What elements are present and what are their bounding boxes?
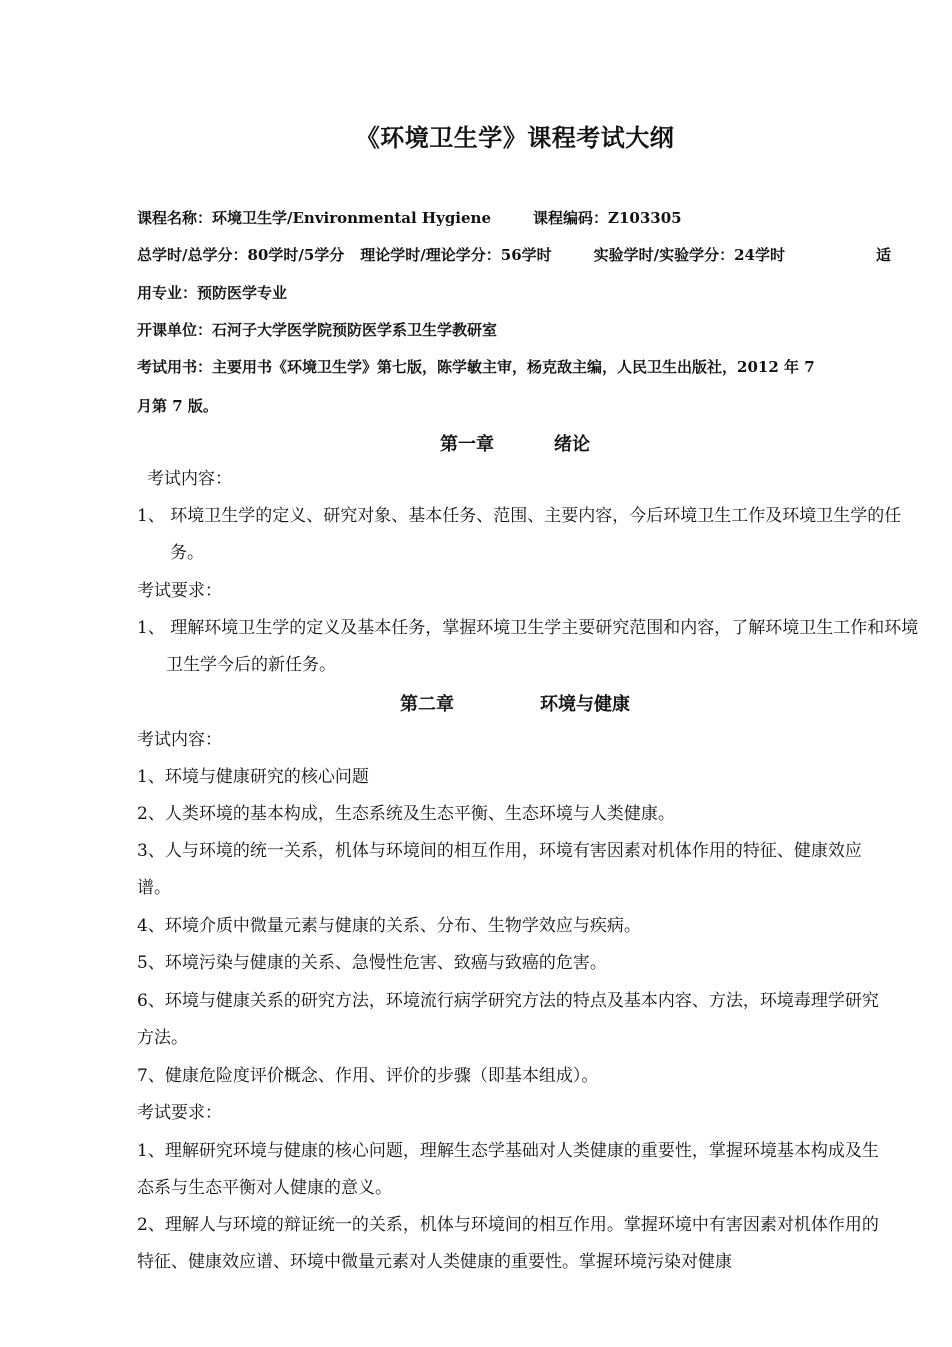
course-code: 课程编码：Z103305	[533, 209, 682, 227]
hours-total: 总学时/总学分：80学时/5学分	[137, 246, 345, 264]
ch2-content-item-1: 1、环境与健康研究的核心问题	[137, 767, 369, 787]
ch2-req-item-2: 2、理解人与环境的辩证统一的关系，机体与环境间的相互作用。掌握环境中有害因素对机体作用的特征、健康效应谱、环境中微量元素对人类健康的重要性。掌握环境污染对健康	[137, 1215, 879, 1272]
ch1-content-label: 考试内容：	[147, 469, 232, 489]
textbook-line-2: 月第 7 版。	[137, 397, 218, 415]
dept-line: 开课单位：石河子大学医学院预防医学系卫生学教研室	[137, 321, 498, 339]
chapter-1-name: 绪论	[554, 434, 590, 455]
hours-theory: 理论学时/理论学分：56学时	[360, 246, 552, 264]
major-suffix: 适	[875, 246, 891, 264]
ch2-content-label: 考试内容：	[137, 730, 222, 750]
major-line: 用专业：预防医学专业	[137, 284, 288, 302]
ch2-content-item-7: 7、健康危险度评价概念、作用、评价的步骤（即基本组成）。	[137, 1066, 599, 1086]
ch1-req-item: 1、 理解环境卫生学的定义及基本任务，掌握环境卫生学主要研究范围和内容，了解环境卫生工作和环境卫生学今后的新任务。	[137, 618, 919, 675]
ch2-content-item-2: 2、人类环境的基本构成，生态系统及生态平衡、生态环境与人类健康。	[137, 804, 675, 824]
ch2-content-item-3: 3、人与环境的统一关系，机体与环境间的相互作用，环境有害因素对机体作用的特征、健康效应谱。	[137, 841, 862, 898]
ch2-content-item-4: 4、环境介质中微量元素与健康的关系、分布、生物学效应与疾病。	[137, 916, 641, 936]
chapter-2-heading	[0, 690, 952, 716]
course-info-line	[137, 207, 891, 228]
ch1-content-item: 1、 环境卫生学的定义、研究对象、基本任务、范围、主要内容，今后环境卫生工作及环境卫生学的任务。	[137, 506, 902, 563]
textbook-line-1: 考试用书：主要用书《环境卫生学》第七版，陈学敏主审，杨克敌主编，人民卫生出版社，2012 年 7	[137, 358, 815, 376]
chapter-2-number: 第二章	[400, 694, 454, 715]
hours-lab: 实验学时/实验学分：24学时	[593, 246, 785, 264]
document-title: 《环境卫生学》课程考试大纲	[355, 123, 675, 152]
ch2-content-item-6: 6、环境与健康关系的研究方法，环境流行病学研究方法的特点及基本内容、方法，环境毒理学研究方法。	[137, 991, 879, 1048]
chapter-1-number: 第一章	[440, 434, 494, 455]
ch2-req-item-1: 1、理解研究环境与健康的核心问题，理解生态学基础对人类健康的重要性，掌握环境基本构成及生态系与生态平衡对人健康的意义。	[137, 1141, 879, 1198]
chapter-2-name: 环境与健康	[540, 694, 630, 715]
chapter-1-heading	[0, 430, 952, 456]
ch1-req-label: 考试要求：	[137, 581, 222, 601]
ch2-req-label: 考试要求：	[137, 1103, 222, 1123]
ch2-content-item-5: 5、环境污染与健康的关系、急慢性危害、致癌与致癌的危害。	[137, 953, 607, 973]
course-name: 课程名称：环境卫生学/Environmental Hygiene	[137, 209, 492, 227]
hours-line	[137, 244, 891, 265]
